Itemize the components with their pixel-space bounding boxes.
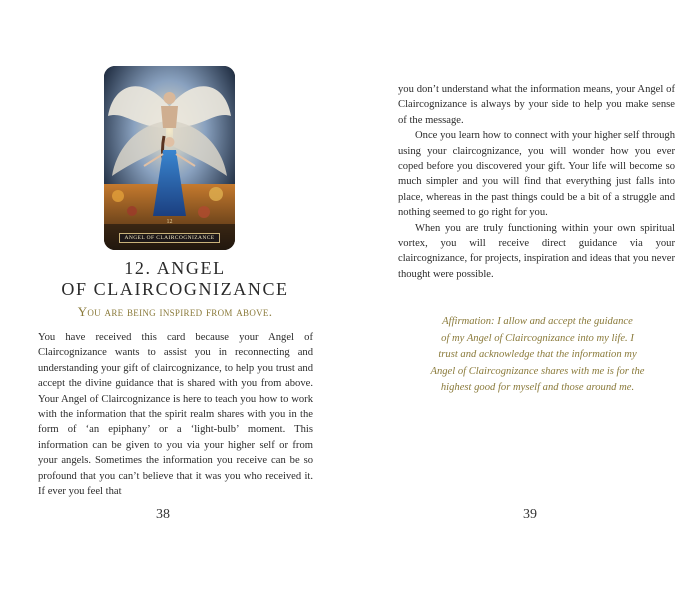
chapter-heading-line2: OF CLAIRCOGNIZANCE	[61, 279, 289, 299]
chapter-subtitle: You are being inspired from above.	[77, 304, 273, 319]
affirmation-line: Affirmation: I allow and accept the guidance	[442, 316, 633, 327]
affirmation-line: trust and acknowledge that the information my	[438, 349, 637, 360]
affirmation-line: highest good for myself and those around me.	[440, 382, 635, 393]
paragraph-continuation: you don’t understand what the information means, your Angel of Claircognizance is always by your side to help you make sense of the message.	[398, 84, 675, 126]
page-number-right: 39	[523, 507, 537, 522]
card-footer	[104, 219, 235, 244]
chapter-heading	[20, 258, 330, 300]
card-number: 12	[166, 219, 173, 225]
chapter-heading-line1: 12. ANGEL	[124, 258, 226, 278]
affirmation-line: of my Angel of Claircognizance into my life. I	[441, 332, 634, 344]
right-body-text	[398, 82, 675, 282]
affirmation-line: Angel of Claircognizance shares with me is for the	[430, 365, 645, 377]
oracle-card-image	[104, 66, 235, 250]
card-title: ANGEL OF CLAIRCOGNIZANCE	[119, 233, 219, 243]
right-page	[350, 0, 700, 600]
page-number-left: 38	[156, 507, 170, 522]
left-body-text: You have received this card because your Angel of Claircognizance wants to assist you in reconnecting and understanding your gift of claircognizance, to help you trust and accept the divine guidance that is shared with you from above. Your Angel of Claircognizance is here to teach you how to work with the information that the spirit realm shares with you in the form of ‘an epiphany’ or a ‘light-bulb’ moment. This information can be given to you via your higher self or from your angels. Sometimes the information you receive can be so profound that you can’t believe that it was you who received it. If ever you feel that	[38, 332, 313, 498]
affirmation	[405, 314, 670, 397]
paragraph: When you are truly functioning within your own spiritual vortex, you will receive direct guidance via your claircognizance, for projects, inspiration and ideas that you never thought were possible.	[398, 222, 675, 280]
paragraph: Once you learn how to connect with your higher self through using your claircognizance, you will wonder how you ever coped before you discovered your gift. Your life will become so much simpler and you will find that everything just falls into place, whereas in the past things could be a bit of a struggle and nothing seemed to go right for you.	[398, 130, 675, 219]
